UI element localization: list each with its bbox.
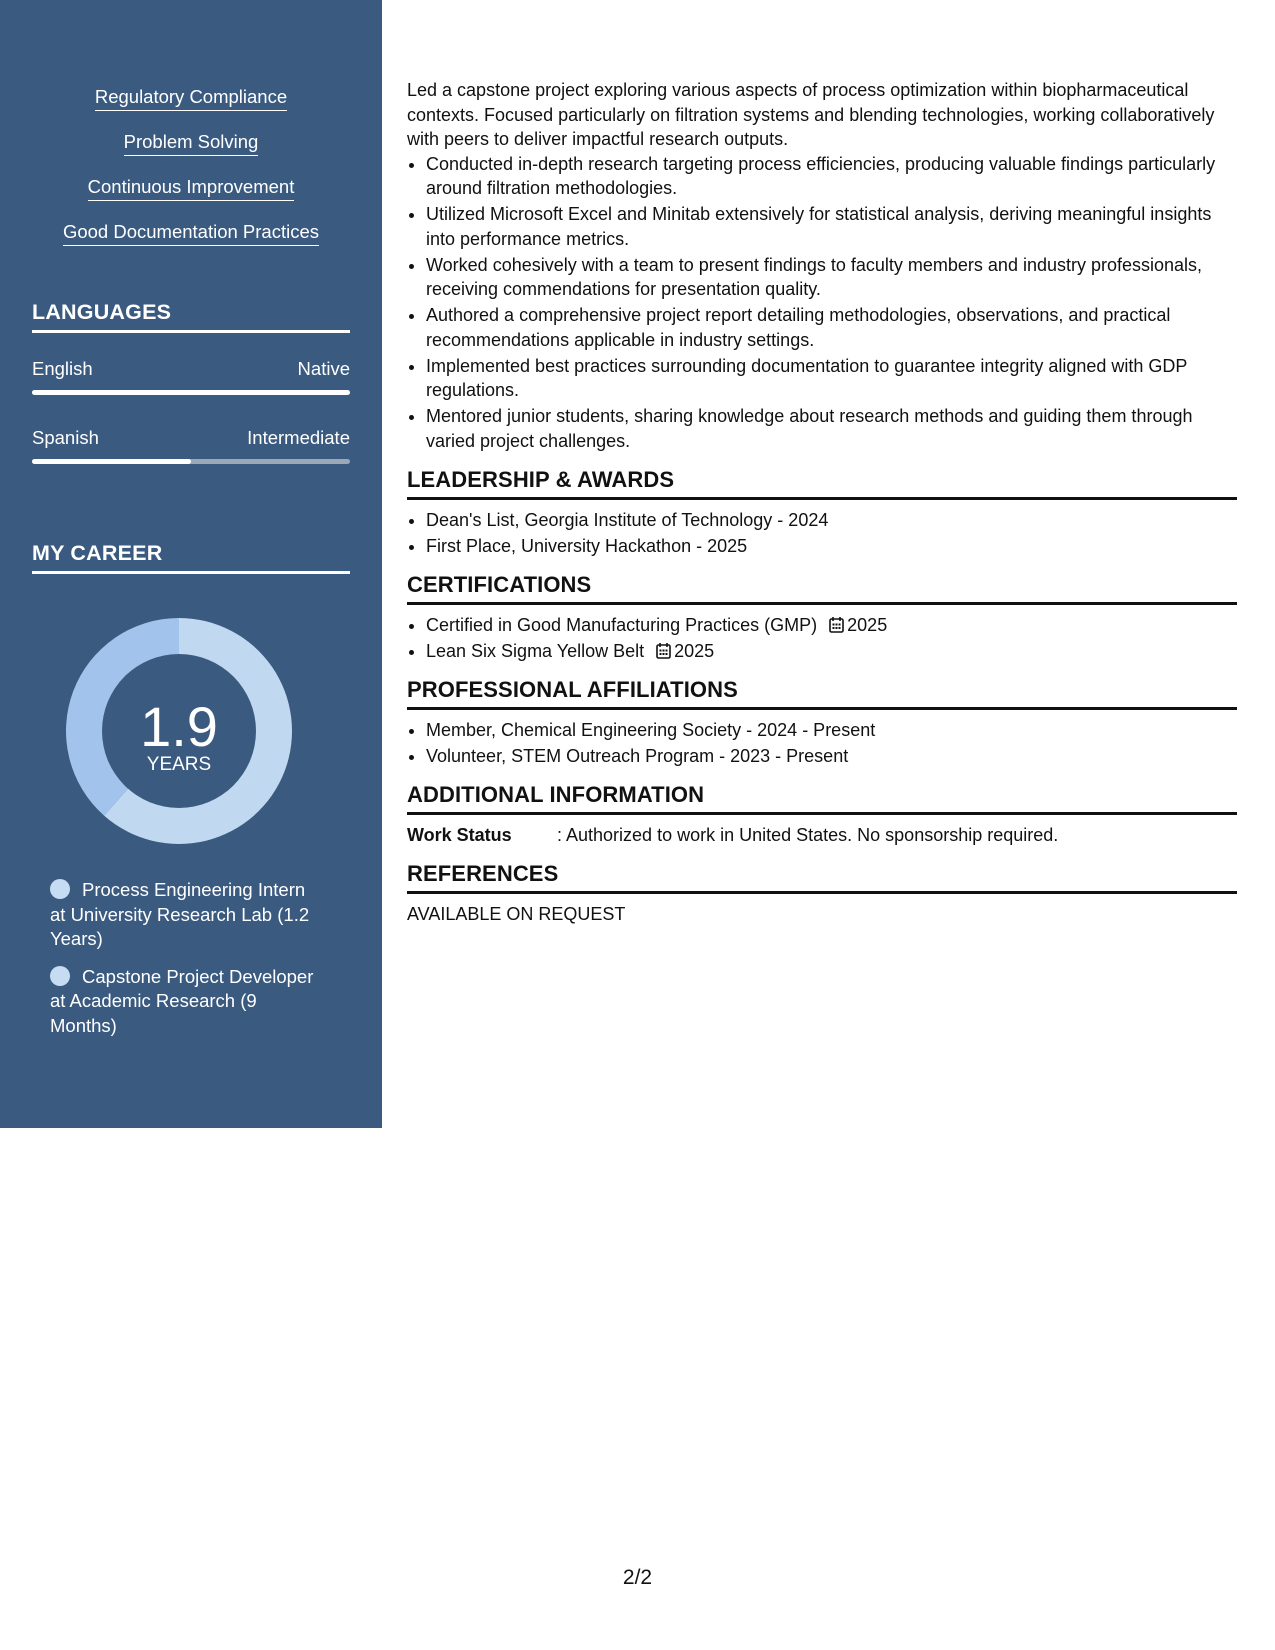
languages-heading: LANGUAGES (32, 300, 350, 333)
language-proficiency-fill (32, 459, 191, 464)
career-legend-item (50, 965, 320, 1039)
career-donut-chart (66, 618, 292, 844)
skills-list (0, 86, 382, 266)
certification-name: Lean Six Sigma Yellow Belt (426, 640, 645, 661)
work-status-label: Work Status (407, 824, 512, 845)
bullet-item: • Implemented best practices surrounding documentation to guarantee integrity aligned with GDP regulations. (426, 354, 1237, 403)
career-legend (50, 878, 320, 1051)
sidebar (0, 0, 382, 1128)
affiliations-heading: PROFESSIONAL AFFILIATIONS (407, 678, 1237, 710)
leadership-list (407, 508, 1237, 559)
bullet-item: • Mentored junior students, sharing knowledge about research methods and guiding them through varied project challenges. (426, 404, 1237, 453)
skill-link[interactable]: Continuous Improvement (88, 176, 295, 201)
legend-dot (50, 879, 70, 899)
career-total-unit: YEARS (146, 754, 212, 775)
skill-link[interactable]: Good Documentation Practices (63, 221, 319, 246)
project-bullets (407, 152, 1237, 454)
bullet-item: • Authored a comprehensive project report detailing methodologies, observations, and practical recommendations applicable in industry settings. (426, 303, 1237, 352)
work-status-row (407, 823, 1237, 848)
language-english (32, 358, 350, 395)
project-intro: Led a capstone project exploring various aspects of process optimization within biopharmaceutical contexts. Focused particularly on filtration systems and blending technologies, working collaboratively with peers to deliver impactful research outputs. (407, 80, 1215, 149)
certification-item (426, 639, 1237, 664)
language-name: English (32, 358, 93, 379)
career-total-years: 1.9 (140, 695, 218, 758)
certification-year: 2025 (674, 640, 715, 661)
certifications-heading: CERTIFICATIONS (407, 573, 1237, 605)
language-level: Native (297, 358, 350, 379)
affiliations-list (407, 718, 1237, 769)
language-proficiency-fill (32, 390, 350, 395)
career-heading: MY CAREER (32, 541, 350, 574)
language-spanish (32, 427, 350, 464)
skill-link[interactable]: Problem Solving (124, 131, 259, 156)
work-status-value: : Authorized to work in United States. No sponsorship required. (557, 824, 1059, 845)
language-proficiency-bar (32, 390, 350, 395)
references-heading: REFERENCES (407, 862, 1237, 894)
affiliation-item: • Volunteer, STEM Outreach Program - 2023 - Present (426, 744, 1237, 769)
calendar-icon (656, 642, 671, 659)
bullet-item: • Worked cohesively with a team to present findings to faculty members and industry professionals, receiving commendations for presentation quality. (426, 253, 1237, 302)
page-number: 2/2 (622, 1566, 653, 1589)
career-item-label: Process Engineering Intern at University Research Lab (1.2 Years) (50, 879, 310, 949)
language-proficiency-bar (32, 459, 350, 464)
career-legend-item (50, 878, 320, 952)
certification-year: 2025 (847, 614, 888, 635)
main-content (407, 78, 1237, 926)
bullet-item: • Utilized Microsoft Excel and Minitab extensively for statistical analysis, deriving meaningful insights into performance metrics. (426, 202, 1237, 251)
calendar-icon (829, 616, 844, 633)
affiliation-item: • Member, Chemical Engineering Society - 2024 - Present (426, 718, 1237, 743)
language-level: Intermediate (247, 427, 350, 448)
certifications-list (407, 613, 1237, 664)
language-name: Spanish (32, 427, 99, 448)
award-item: • First Place, University Hackathon - 2025 (426, 534, 1237, 559)
skill-link[interactable]: Regulatory Compliance (95, 86, 287, 111)
leadership-heading: LEADERSHIP & AWARDS (407, 468, 1237, 500)
legend-dot (50, 966, 70, 986)
certification-item (426, 613, 1237, 638)
additional-info-heading: ADDITIONAL INFORMATION (407, 783, 1237, 815)
references-text: AVAILABLE ON REQUEST (407, 903, 626, 924)
career-item-label: Capstone Project Developer at Academic Research (9 Months) (50, 965, 314, 1036)
award-item: • Dean's List, Georgia Institute of Technology - 2024 (426, 508, 1237, 533)
bullet-item: • Conducted in-depth research targeting process efficiencies, producing valuable findings particularly around filtration methodologies. (426, 152, 1237, 201)
certification-name: Certified in Good Manufacturing Practices (GMP) (426, 614, 818, 635)
